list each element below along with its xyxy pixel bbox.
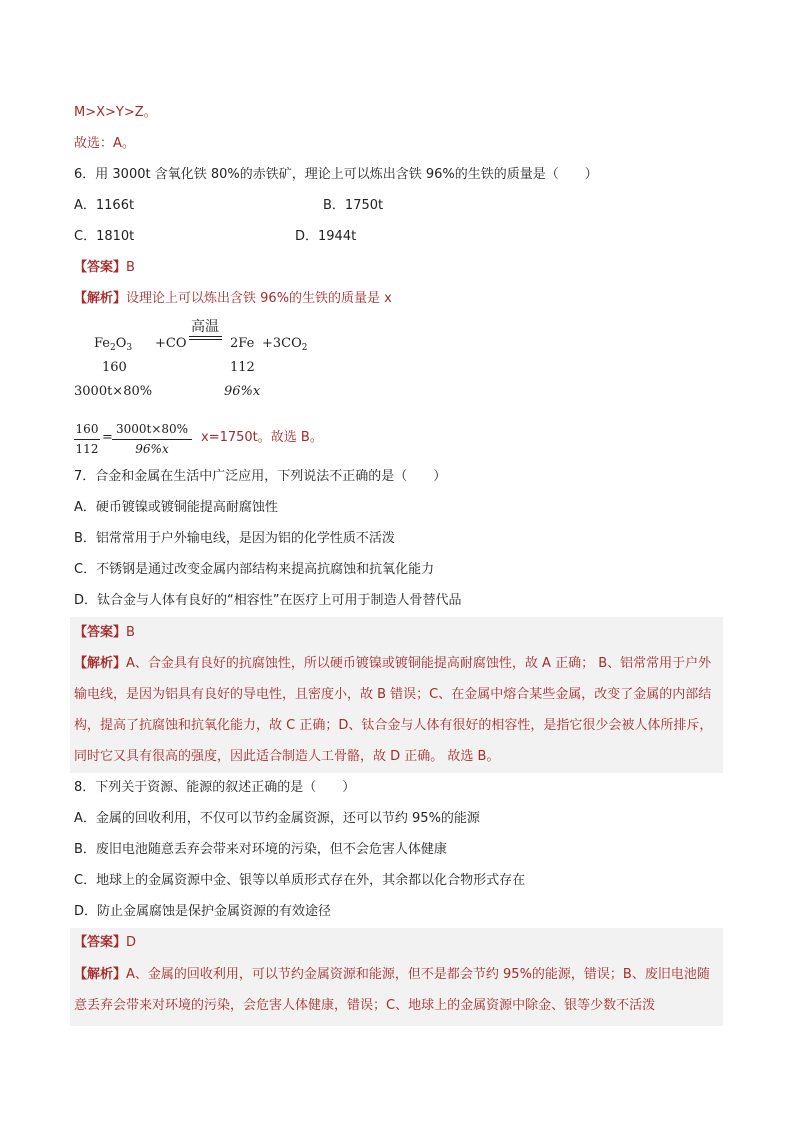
q8-option-d: D．防止金属腐蚀是保护金属资源的有效途径	[74, 904, 332, 919]
q7-answer	[74, 623, 135, 643]
analysis-tag: 【解析】	[74, 967, 127, 982]
q7-option-b: B．铝常常用于户外输电线，是因为铝的化学性质不活泼	[74, 531, 395, 546]
q7-option-d: D．钛合金与人体有良好的“相容性”在医疗上可用于制造人骨替代品	[74, 593, 462, 608]
q7-option-a: A．硬币镀镍或镀铜能提高耐腐蚀性	[74, 500, 278, 515]
equals-line-top	[189, 336, 222, 337]
q6-result: x=1750t。故选 B。	[201, 430, 323, 445]
answer-tag: 【答案】	[74, 935, 127, 950]
product-co2: $+3CO_2$	[262, 336, 308, 353]
q5-choice: 故选：A。	[74, 136, 135, 151]
fraction-left: 160 112	[75, 422, 99, 456]
q8-analysis	[74, 959, 719, 1021]
q7-analysis	[74, 648, 719, 772]
given-ore: 3000t×80%	[74, 384, 153, 399]
reaction-condition: 高温	[191, 319, 219, 335]
q6-option-b: B．1750t	[323, 198, 384, 213]
product-fe: 2Fe	[230, 336, 255, 351]
analysis-text: A、合金具有良好的抗腐蚀性，所以硬币镀镍或镀铜能提高耐腐蚀性，故 A 正确； B、铝常常用于户外输电线，是因为铝具有良好的导电性，且密度小，故 B 错误；C、在金属中熔合某些金属，改变了金属的内部结构，提高了抗腐蚀和抗氧化能力，故 C 正确；D、钛合金与人体有很好的相容性，是指它很少会被人体所排斥，同时它又具有很高的强度，因此适合制造人工骨骼，故 D 正确。 故选 B。	[74, 656, 713, 764]
q6-option-a: A．1166t	[74, 198, 135, 213]
q6-stem: 6．用 3000t 含氧化铁 80%的赤铁矿，理论上可以炼出含铁 96%的生铁的质量是（ ）	[74, 167, 598, 182]
reactant-co: +CO	[155, 336, 187, 351]
q8-option-b: B．废旧电池随意丢弃会带来对环境的污染，但不会危害人体健康	[74, 842, 447, 857]
given-iron: 96%x	[224, 384, 261, 399]
analysis-tag: 【解析】	[74, 291, 127, 306]
q6-option-c: C．1810t	[74, 229, 135, 244]
analysis-tag: 【解析】	[74, 656, 127, 671]
reactant-fe2o3: $Fe_2O_3$	[94, 336, 133, 353]
q6-analysis	[74, 289, 392, 309]
equals-line-bottom	[189, 339, 222, 340]
q5-conclusion: M>X>Y>Z。	[74, 105, 157, 120]
answer-tag: 【答案】	[74, 260, 127, 275]
q8-answer	[74, 933, 136, 953]
equals-sign: =	[102, 430, 113, 445]
q7-stem: 7．合金和金属在生活中广泛应用，下列说法不正确的是（ ）	[74, 469, 447, 484]
q6-option-d: D．1944t	[295, 229, 357, 244]
q8-option-c: C．地球上的金属资源中金、银等以单质形式存在外，其余都以化合物形式存在	[74, 873, 526, 888]
q6-answer	[74, 258, 135, 278]
q8-option-a: A．金属的回收利用，不仅可以节约金属资源，还可以节约 95%的能源	[74, 811, 480, 826]
fraction-right: 3000t×80% 96%x	[112, 421, 192, 458]
answer-value: B	[126, 260, 135, 275]
answer-value: D	[126, 935, 137, 950]
answer-tag: 【答案】	[74, 625, 127, 640]
mass-fe2o3: 160	[102, 360, 127, 375]
answer-value: B	[126, 625, 135, 640]
q8-stem: 8．下列关于资源、能源的叙述正确的是（ ）	[74, 780, 356, 795]
analysis-text: A、金属的回收利用，可以节约金属资源和能源，但不是都会节约 95%的能源，错误；B、废旧电池随意丢弃会带来对环境的污染，会危害人体健康，错误；C、地球上的金属资源中除金、银等少数不活泼	[74, 967, 710, 1013]
q7-option-c: C．不锈钢是通过改变金属内部结构来提高抗腐蚀和抗氧化能力	[74, 562, 435, 577]
analysis-text: 设理论上可以炼出含铁 96%的生铁的质量是 x	[126, 291, 392, 306]
mass-fe: 112	[230, 360, 255, 375]
